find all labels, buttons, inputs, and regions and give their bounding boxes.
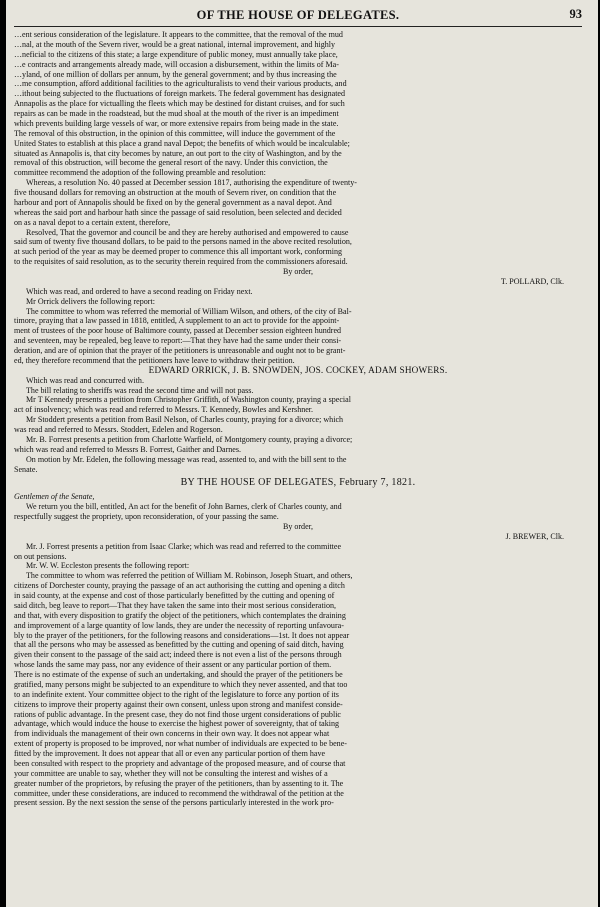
text-line: greater number of the proprietors, by refusing the prayer of the petitioners, than by assenting to it. The (14, 778, 344, 788)
text-line: your committee are unable to say, whether they will not be consulting the interest and wishes of a (14, 768, 328, 778)
message-to-senate (14, 492, 582, 522)
text-line: …nal, at the mouth of the Severn river, would be a great national, internal improvement, and highly (14, 39, 336, 49)
text-line: to the requisites of said resolution, as to the security therein required from the commissioners aforesaid. (14, 257, 348, 267)
text-line: committee recommend the adoption of the following preamble and resolution: (14, 168, 266, 178)
text-line: Annapolis as the place for victualling the fleets which may be destined for distant cruises, and for such (14, 99, 345, 109)
text-line: in said county, at the expense and cost of those particularly benefitted by the cutting and opening of (14, 591, 335, 600)
text-line: …neficial to the citizens of this state; a large expenditure of public money, must annually take place, (14, 49, 338, 59)
eccleston-report (14, 542, 582, 809)
text-line: …me consumption, afford additional facilities to the agriculturalists to vend their various products, and (14, 79, 347, 89)
text-line: rations of public advantage. In the present case, they do not find those urgent considerations of public (14, 709, 342, 719)
signature-by-order: By order, (282, 267, 314, 276)
signature-by-order: By order, (282, 521, 314, 531)
text-line: fitted by the improvement. It does not appear that all or even any particular portion of them have (14, 749, 326, 758)
text-line: extent of property is proposed to be improved, nor what number of individuals are expected to be bene- (14, 739, 347, 749)
text-line: present session. By the next session the sense of the persons particularly interested in the work pro- (14, 798, 334, 808)
text-line: respectfully suggest the propriety, upon reconsideration, of your passing the same. (14, 512, 279, 521)
text-line: Which was read, and ordered to have a second reading on Friday next. (26, 286, 253, 296)
text-line: act of insolvency; which was read and referred to Messrs. T. Kennedy, Bowles and Kershner. (14, 405, 314, 415)
text-line: from individuals the management of their own concerns in their own way. It does not appear what (14, 729, 330, 739)
text-line: gratified, many persons might be subjected to an expenditure to which they never assented, and that too (14, 679, 348, 689)
text-line: been consulted with respect to the propriety and advantage of the proposed measure, and of course that (14, 758, 346, 768)
text-line: …ent serious consideration of the legislature. It appears to the committee, that the removal of the mud (14, 30, 343, 39)
text-line: We return you the bill, entitled, An act for the benefit of John Barnes, clerk of Charles county, and (26, 502, 342, 512)
text-line: whereas the said port and harbour hath since the passage of said resolution, been selected and decided (14, 207, 342, 217)
text-line: that all the persons who may be assessed as benefitted by the cutting and opening of said ditch, having (14, 640, 344, 650)
text-line: Which was read and concurred with. (26, 375, 144, 385)
salutation: Gentlemen of the Senate, (14, 492, 95, 502)
proceedings (14, 376, 582, 475)
text-line: Mr. J. Forrest presents a petition from Isaac Clarke; which was read and referred to the committee (26, 541, 342, 551)
text-line: Resolved, That the governor and council be and they are hereby authorised and empowered to cause (26, 227, 349, 237)
text-line: citizens of Dorchester county, praying the passage of an act authorising the cutting and opening a ditch (14, 581, 345, 591)
text-line: …yland, of one million of dollars per annum, by the general government; and by thus increasing the (14, 69, 337, 79)
text-line: Senate. (14, 464, 38, 474)
text-line: which prevents building large vessels of war, or more extensive repairs from being made in the state. (14, 118, 339, 128)
text-line: On motion by Mr. Edelen, the following message was read, assented to, and with the bill sent to the (26, 454, 347, 464)
text-line: Mr Orrick delivers the following report: (26, 296, 155, 306)
text-line: timore, praying that a law passed in 1818, entitled, A supplement to an act to provide for the appoint- (14, 316, 340, 326)
orrick-report (14, 287, 582, 366)
text-line: Mr T Kennedy presents a petition from Christopher Griffith, of Washington county, praying a special (26, 395, 351, 405)
committee-members: EDWARD ORRICK, J. B. SNOWDEN, JOS. COCKEY, ADAM SHOWERS. (148, 365, 448, 375)
text-line: bly to the prayer of the petitioners, for the following reasons and considerations—1st. It does not appear (14, 630, 350, 640)
signature-clerk: J. BREWER, Clk. (505, 531, 564, 541)
text-line: ed, they therefore recommend that the petitioners have leave to withdraw their petition. (14, 355, 295, 365)
text-line: removal of this obstruction, will become the general resort of the navy. Under this conviction, the (14, 158, 328, 168)
text-line: Whereas, a resolution No. 40 passed at December session 1817, authorising the expenditure of twenty- (26, 178, 357, 188)
text-line: and that, with every disposition to gratify the object of the petitioners, which contemplates the draining (14, 610, 346, 620)
text-line: given their consent to the passage of the said act; indeed there is not even a list of the persons through (14, 650, 342, 660)
text-line: Mr. W. W. Eccleston presents the following report: (26, 561, 190, 571)
text-line: advantage, which would induce the house to exercise the highest power of sovereignty, that of taking (14, 719, 340, 729)
signature-clerk: T. POLLARD, Clk. (500, 276, 564, 286)
text-line: …e contracts and arrangements already made, will occasion a disbursement, within the limits of Ma- (14, 59, 339, 69)
text-line: on out pensions. (14, 551, 67, 561)
text-line: to an indefinite extent. Your committee object to the right of the legislature to force any portion of its (14, 689, 339, 699)
text-line: Mr. B. Forrest presents a petition from Charlotte Warfield, of Montgomery county, praying a divorce; (26, 434, 353, 444)
text-line: The bill relating to sheriffs was read the second time and will not pass. (26, 385, 254, 395)
text-line: The committee to whom was referred the petition of William M. Robinson, Joseph Stuart, and others, (26, 571, 353, 581)
text-line: five thousand dollars for removing an obstruction at the mouth of Severn river, on condition that the (14, 188, 337, 197)
text-line: situated as Annapolis is, that city becomes by nature, an out port to the city of Washington, and by the (14, 148, 342, 158)
preamble-and-resolution (14, 178, 582, 267)
text-line: on as a naval depot to a certain extent, therefore, (14, 217, 171, 227)
page-number: 93 (569, 7, 582, 21)
text-line: ment of trustees of the poor house of Baltimore county, passed at December session eighteen hundred (14, 326, 342, 336)
message-heading: BY THE HOUSE OF DELEGATES, February 7, 1821. (180, 478, 416, 489)
text-line: harbour and port of Annapolis should be fixed on by the general government as a naval depot. And (14, 197, 332, 207)
text-line: said sum of twenty five thousand dollars, to be paid to the persons named in the above recited resolution, (14, 237, 352, 247)
text-line: citizens to improve their property against their own consent, unless upon strong and manifest conside- (14, 699, 343, 709)
text-line: was read and referred to Messrs. Stoddert, Edelen and Rogerson. (14, 425, 223, 434)
text-line: said ditch, beg leave to report—That they have taken the same into their most serious consideration, (14, 600, 337, 610)
text-line: repairs as can be made in the roadstead, but the mud shoal at the mouth of the river is an impediment (14, 109, 339, 118)
text-line: committee, under these considerations, are induced to recommend the withdrawal of the petition at the (14, 788, 344, 798)
text-line: which was read and referred to Messrs B. Forrest, Gaither and Darnes. (14, 444, 242, 454)
running-head: OF THE HOUSE OF DELEGATES. (196, 8, 400, 22)
page-header (14, 6, 582, 27)
text-line: United States to establish at this place a grand naval Depot; the benefits of which would be incalculable; (14, 138, 350, 148)
text-line: whose lands the same may pass, nor any evidence of their assent or any particular portion of them. (14, 660, 332, 670)
text-line: and improvement of a large quantity of low lands, they are under the necessity of reporting unfavoura- (14, 620, 344, 630)
document-page (6, 0, 598, 907)
text-line: at such period of the year as may be deemed proper to commence this all important work, conforming (14, 247, 343, 257)
text-line: …ithout being subjected to the fluctuations of foreign markets. The federal government has designated (14, 89, 346, 99)
text-line: The removal of this obstruction, in the opinion of this committee, will induce the government of the (14, 128, 336, 138)
text-line: Mr Stoddert presents a petition from Basil Nelson, of Charles county, praying for a divorce; which (26, 415, 344, 425)
report-paragraph-severn (14, 30, 582, 178)
text-line: The committee to whom was referred the memorial of William Wilson, and others, of the city of Bal- (26, 306, 352, 316)
text-line: There is no estimate of the expense of such an undertaking, and should the prayer of the petitioners be (14, 670, 343, 679)
text-line: and seventeen, may be repealed, beg leave to report:—That they have had the same under their consi- (14, 336, 342, 346)
text-line: deration, and are of opinion that the prayer of the petitioners is unreasonable and ought not to be grant- (14, 346, 346, 355)
